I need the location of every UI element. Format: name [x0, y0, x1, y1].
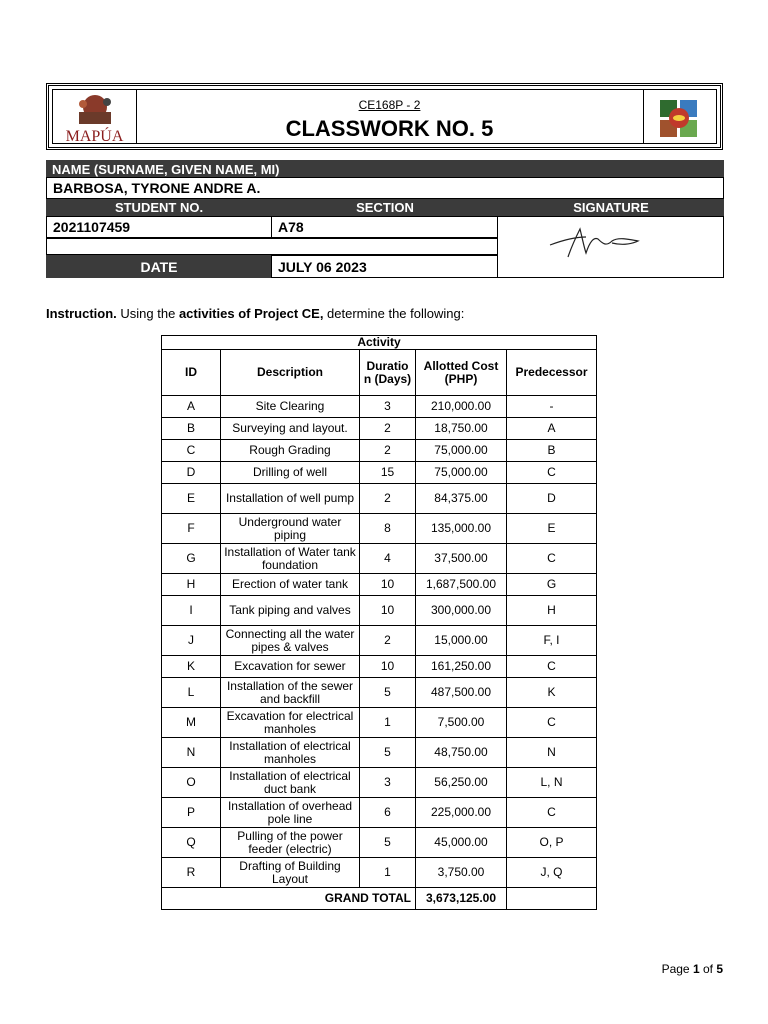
table-cell: F, I: [507, 626, 597, 656]
column-header: Description: [221, 350, 360, 396]
table-row: [162, 828, 597, 858]
table-cell: C: [507, 656, 597, 678]
grand-total-value: 3,673,125.00: [416, 888, 507, 910]
table-cell: Q: [162, 828, 221, 858]
table-cell: 300,000.00: [416, 596, 507, 626]
table-cell: Installation of overhead pole line: [221, 798, 360, 828]
table-cell: 48,750.00: [416, 738, 507, 768]
table-cell: Excavation for electrical manholes: [221, 708, 360, 738]
date-field: JULY 06 2023: [271, 255, 498, 278]
table-cell: Excavation for sewer: [221, 656, 360, 678]
table-cell: C: [162, 440, 221, 462]
instruction-bold: Instruction.: [46, 306, 117, 321]
blank-row: [46, 238, 498, 255]
page-number: [662, 962, 723, 976]
table-cell: 15: [360, 462, 416, 484]
name-field: BARBOSA, TYRONE ANDRE A.: [46, 177, 724, 199]
section-label: SECTION: [356, 200, 414, 215]
table-cell: 5: [360, 678, 416, 708]
table-cell: R: [162, 858, 221, 888]
page-total: 5: [716, 962, 723, 976]
department-logo: [643, 90, 716, 143]
table-cell: Pulling of the power feeder (electric): [221, 828, 360, 858]
table-row: [162, 678, 597, 708]
table-cell: I: [162, 596, 221, 626]
table-cell: 10: [360, 574, 416, 596]
table-cell: Site Clearing: [221, 396, 360, 418]
activity-table: [161, 335, 597, 910]
table-cell: 75,000.00: [416, 440, 507, 462]
section-field: A78: [271, 216, 498, 238]
table-cell: L: [162, 678, 221, 708]
table-row: [162, 596, 597, 626]
table-cell: J, Q: [507, 858, 597, 888]
instruction-part: Using the: [116, 306, 179, 321]
table-cell: B: [162, 418, 221, 440]
activity-group-header: Activity: [162, 336, 597, 350]
date-label: DATE: [46, 255, 272, 278]
table-cell: D: [507, 484, 597, 514]
table-cell: C: [507, 544, 597, 574]
table-cell: 7,500.00: [416, 708, 507, 738]
document-header: [46, 83, 723, 150]
table-cell: A: [507, 418, 597, 440]
table-cell: 1: [360, 708, 416, 738]
table-cell: G: [162, 544, 221, 574]
table-cell: Installation of well pump: [221, 484, 360, 514]
table-row: [162, 574, 597, 596]
table-cell: O: [162, 768, 221, 798]
table-row: [162, 626, 597, 656]
table-cell: 1: [360, 858, 416, 888]
signature-field: [497, 216, 724, 278]
table-cell: B: [507, 440, 597, 462]
page-current: 1: [692, 962, 700, 976]
table-cell: 225,000.00: [416, 798, 507, 828]
table-cell: J: [162, 626, 221, 656]
table-cell: Installation of electrical manholes: [221, 738, 360, 768]
table-row: [162, 544, 597, 574]
table-row: [162, 462, 597, 484]
table-row: [162, 858, 597, 888]
table-cell: D: [162, 462, 221, 484]
table-cell: E: [507, 514, 597, 544]
table-cell: H: [162, 574, 221, 596]
activity-table-body: [162, 396, 597, 888]
table-cell: 3: [360, 768, 416, 798]
column-header: ID: [162, 350, 221, 396]
table-cell: 161,250.00: [416, 656, 507, 678]
table-cell: G: [507, 574, 597, 596]
signature-image: [546, 223, 666, 263]
table-cell: 15,000.00: [416, 626, 507, 656]
course-code: CE168P - 2: [358, 98, 421, 112]
table-cell: Erection of water tank: [221, 574, 360, 596]
university-logo: [53, 90, 137, 143]
table-row: [162, 768, 597, 798]
table-cell: 135,000.00: [416, 514, 507, 544]
table-cell: Surveying and layout.: [221, 418, 360, 440]
table-cell: 487,500.00: [416, 678, 507, 708]
table-cell: 75,000.00: [416, 462, 507, 484]
table-cell: F: [162, 514, 221, 544]
table-row: [162, 440, 597, 462]
column-header: Duratio n (Days): [360, 350, 416, 396]
label-row: [46, 199, 724, 216]
table-cell: M: [162, 708, 221, 738]
table-cell: Installation of the sewer and backfill: [221, 678, 360, 708]
table-cell: 2: [360, 626, 416, 656]
table-cell: N: [507, 738, 597, 768]
table-cell: Connecting all the water pipes & valves: [221, 626, 360, 656]
page-title: CLASSWORK NO. 5: [285, 116, 494, 141]
student-no-label: STUDENT NO.: [114, 200, 204, 215]
table-cell: K: [507, 678, 597, 708]
table-cell: N: [162, 738, 221, 768]
grand-total-label: GRAND TOTAL: [162, 888, 416, 910]
table-cell: P: [162, 798, 221, 828]
table-cell: 210,000.00: [416, 396, 507, 418]
table-cell: 4: [360, 544, 416, 574]
table-cell: 45,000.00: [416, 828, 507, 858]
table-cell: Tank piping and valves: [221, 596, 360, 626]
page-of: of: [699, 962, 717, 976]
table-cell: Rough Grading: [221, 440, 360, 462]
table-cell: A: [162, 396, 221, 418]
table-cell: E: [162, 484, 221, 514]
table-cell: L, N: [507, 768, 597, 798]
table-cell: -: [507, 396, 597, 418]
table-cell: 2: [360, 418, 416, 440]
signature-label: SIGNATURE: [573, 200, 649, 215]
table-cell: 5: [360, 738, 416, 768]
table-cell: C: [507, 462, 597, 484]
student-no-field: 2021107459: [46, 216, 272, 238]
table-cell: C: [507, 708, 597, 738]
grand-total-empty: [507, 888, 597, 910]
table-cell: H: [507, 596, 597, 626]
table-cell: C: [507, 798, 597, 828]
table-cell: 2: [360, 484, 416, 514]
table-cell: 37,500.00: [416, 544, 507, 574]
table-cell: 84,375.00: [416, 484, 507, 514]
table-cell: 10: [360, 596, 416, 626]
table-cell: 5: [360, 828, 416, 858]
table-cell: 6: [360, 798, 416, 828]
table-cell: K: [162, 656, 221, 678]
table-cell: Underground water piping: [221, 514, 360, 544]
column-header: Allotted Cost (PHP): [416, 350, 507, 396]
name-label: NAME (SURNAME, GIVEN NAME, MI): [46, 160, 724, 177]
column-header: Predecessor: [507, 350, 597, 396]
page-label: Page: [661, 962, 693, 976]
table-row: [162, 396, 597, 418]
instruction-text: [46, 306, 464, 321]
table-row: [162, 514, 597, 544]
table-row: [162, 656, 597, 678]
instruction-rest: determine the following:: [323, 306, 465, 321]
table-cell: 3: [360, 396, 416, 418]
table-cell: 56,250.00: [416, 768, 507, 798]
logo-text: MAPÚA: [65, 128, 124, 145]
table-cell: Drafting of Building Layout: [221, 858, 360, 888]
table-row: [162, 798, 597, 828]
column-header-row: [162, 350, 597, 396]
table-cell: 1,687,500.00: [416, 574, 507, 596]
table-cell: Installation of electrical duct bank: [221, 768, 360, 798]
table-cell: 18,750.00: [416, 418, 507, 440]
grand-total-row: [162, 888, 597, 910]
table-row: [162, 418, 597, 440]
table-row: [162, 484, 597, 514]
table-cell: 2: [360, 440, 416, 462]
table-row: [162, 738, 597, 768]
table-cell: 3,750.00: [416, 858, 507, 888]
table-cell: 8: [360, 514, 416, 544]
instruction-emphasis: activities of Project CE,: [178, 306, 324, 321]
table-cell: 10: [360, 656, 416, 678]
table-cell: Installation of Water tank foundation: [221, 544, 360, 574]
table-cell: O, P: [507, 828, 597, 858]
table-cell: Drilling of well: [221, 462, 360, 484]
table-row: [162, 708, 597, 738]
